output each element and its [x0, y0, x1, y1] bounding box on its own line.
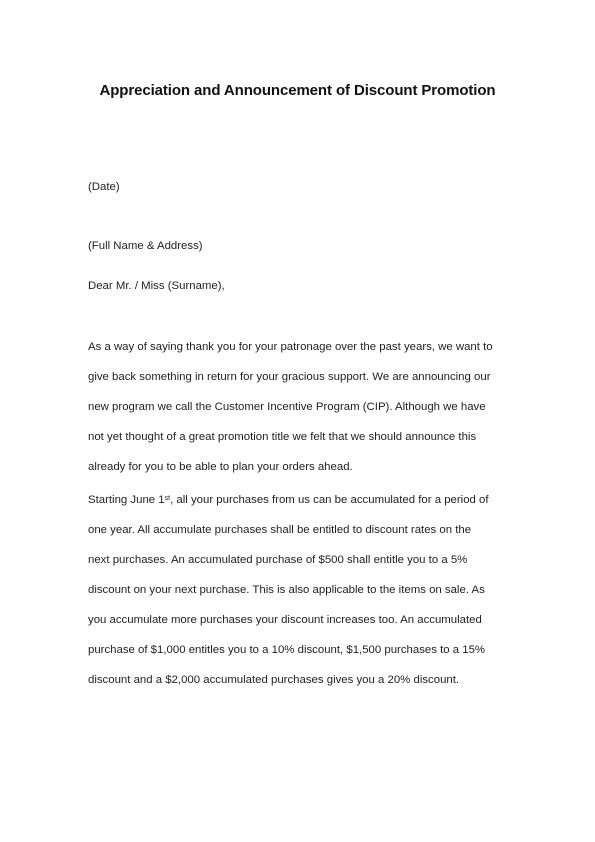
start-date-continuation: , all your purchases from us can be accumulated for a period of [170, 494, 489, 506]
date-placeholder: (Date) [88, 181, 120, 193]
paragraph-line: you accumulate more purchases your discount increases too. An accumulated [88, 614, 482, 626]
paragraph-line: new program we call the Customer Incentive Program (CIP). Although we have [88, 401, 486, 413]
paragraph-line: discount on your next purchase. This is also applicable to the items on sale. As [88, 584, 485, 596]
paragraph-discount-details [88, 485, 508, 695]
paragraph-line: As a way of saying thank you for your patronage over the past years, we want to [88, 341, 493, 353]
start-date-text: Starting June 1 [88, 494, 165, 506]
ordinal-superscript: st [164, 495, 171, 502]
paragraph-line: one year. All accumulate purchases shall be entitled to discount rates on the [88, 524, 472, 536]
paragraph-line: next purchases. An accumulated purchase of $500 shall entitle you to a 5% [88, 554, 468, 566]
paragraph-intro [88, 332, 508, 482]
paragraph-line: not yet thought of a great promotion title we felt that we should announce this [88, 431, 477, 443]
paragraph-line: discount and a $2,000 accumulated purchases gives you a 20% discount. [88, 674, 460, 686]
document-title: Appreciation and Announcement of Discount Promotion [99, 82, 496, 99]
paragraph-line: already for you to be able to plan your orders ahead. [88, 461, 353, 473]
paragraph-line [88, 485, 508, 515]
paragraph-line: give back something in return for your gracious support. We are announcing our [88, 371, 491, 383]
paragraph-line: purchase of $1,000 entitles you to a 10% discount, $1,500 purchases to a 15% [88, 644, 486, 656]
address-placeholder: (Full Name & Address) [88, 240, 203, 252]
salutation: Dear Mr. / Miss (Surname), [88, 280, 225, 292]
